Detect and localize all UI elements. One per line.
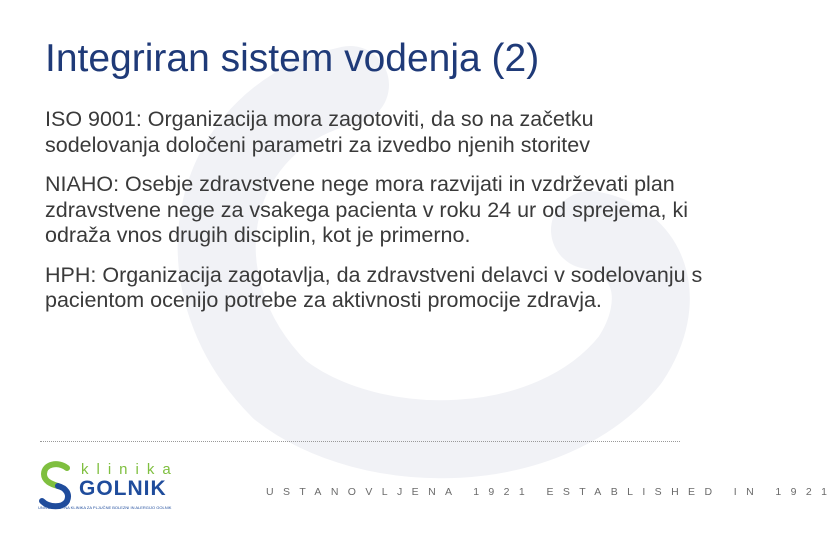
logo-tagline: UNIVERZITETNA KLINIKA ZA PLJUČNE BOLEZNI IN ALERGIJO GOLNIK [38, 505, 172, 510]
paragraph-niaho: NIAHO: Osebje zdravstvene nege mora razvijati in vzdrževati plan zdravstvene nege za vsakega pacienta v roku 24 ur od sprejema, ki odraža vnos drugih disciplin, kot je primerno. [45, 172, 688, 247]
klinika-golnik-logo [30, 458, 180, 520]
footer-divider [40, 441, 680, 442]
paragraph-iso-9001: ISO 9001: Organizacija mora zagotoviti, da so na začetku sodelovanja določeni parametri za izvedbo njenih storitev [45, 107, 594, 157]
logo-klinika-text: klinika [81, 461, 179, 478]
slide-title: Integriran sistem vodenja (2) [45, 37, 540, 80]
logo-golnik-text: GOLNIK [79, 477, 167, 500]
slide-body [45, 107, 705, 328]
established-footer-text: USTANOVLJENA 1921 ESTABLISHED IN 1921 [266, 486, 836, 498]
paragraph-hph: HPH: Organizacija zagotavlja, da zdravstveni delavci v sodelovanju s pacientom ocenijo potrebe za aktivnosti promocije zdravja. [45, 262, 703, 312]
